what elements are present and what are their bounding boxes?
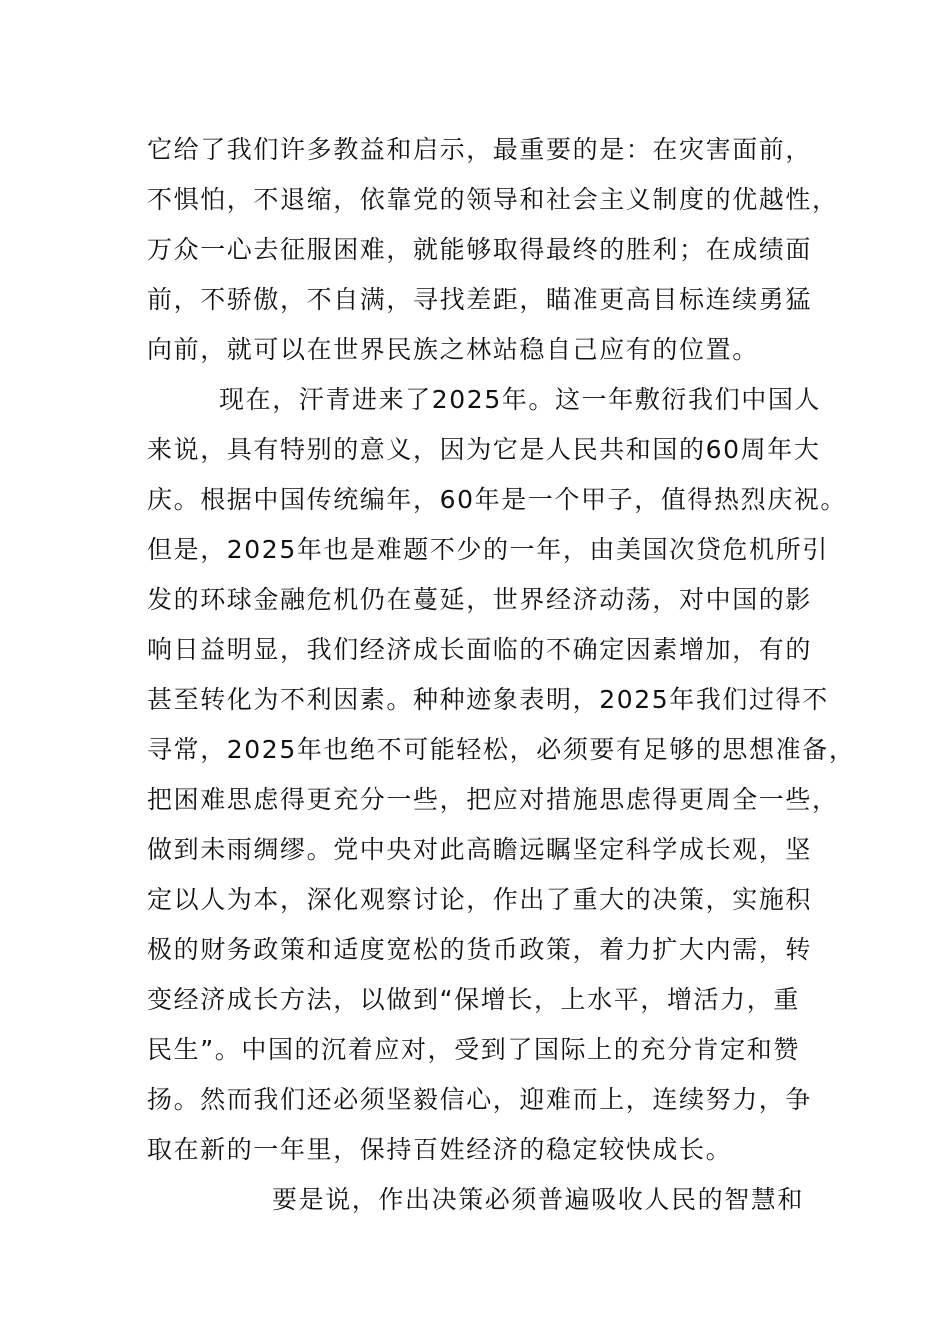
text-line: 万众一心去征服困难，就能够取得最终的胜利；在成绩面 [147,235,813,264]
text-line: 民生”。中国的沉着应对，受到了国际上的充分肯定和赞 [147,1035,800,1064]
text-line: 寻常，2025年也绝不可能轻松，必须要有足够的思想准备， [147,735,856,764]
text-line: 定以人为本，深化观察讨论，作出了重大的决策，实施积 [147,885,813,914]
text-line: 庆。根据中国传统编年，60年是一个甲子，值得热烈庆祝。 [147,485,848,514]
text-line: 发的环球金融危机仍在蔓延，世界经济动荡，对中国的影 [147,585,813,614]
text-line: 把困难思虑得更充分一些，把应对措施思虑得更周全一些， [147,785,839,814]
text-line: 它给了我们许多教益和启示，最重要的是：在灾害面前， [147,135,813,164]
text-line: 取在新的一年里，保持百姓经济的稳定较快成长。 [147,1135,733,1164]
text-line: 但是，2025年也是难题不少的一年，由美国次贷危机所引 [147,535,829,564]
text-line: 做到未雨绸缪。党中央对此高瞻远瞩坚定科学成长观，坚 [147,835,813,864]
paragraph-first-line: 要是说，作出决策必须普遍吸收人民的智慧和 [272,1185,805,1214]
paragraph-first-line: 现在，汗青进来了2025年。这一年敷衍我们中国人 [219,385,822,414]
text-line: 来说，具有特别的意义，因为它是人民共和国的60周年大 [147,435,821,464]
text-line: 响日益明显，我们经济成长面临的不确定因素增加，有的 [147,635,813,664]
text-line: 甚至转化为不利因素。种种迹象表明，2025年我们过得不 [147,685,829,714]
text-line: 极的财务政策和适度宽松的货币政策，着力扩大内需，转 [147,935,813,964]
text-line: 不惧怕，不退缩，依靠党的领导和社会主义制度的优越性， [147,185,839,214]
text-line: 前，不骄傲，不自满，寻找差距，瞄准更高目标连续勇猛 [147,285,813,314]
text-line: 变经济成长方法，以做到“保增长，上水平，增活力，重 [147,985,800,1014]
text-line: 向前，就可以在世界民族之林站稳自己应有的位置。 [147,335,759,364]
text-line: 扬。然而我们还必须坚毅信心，迎难而上，连续努力，争 [147,1085,813,1114]
